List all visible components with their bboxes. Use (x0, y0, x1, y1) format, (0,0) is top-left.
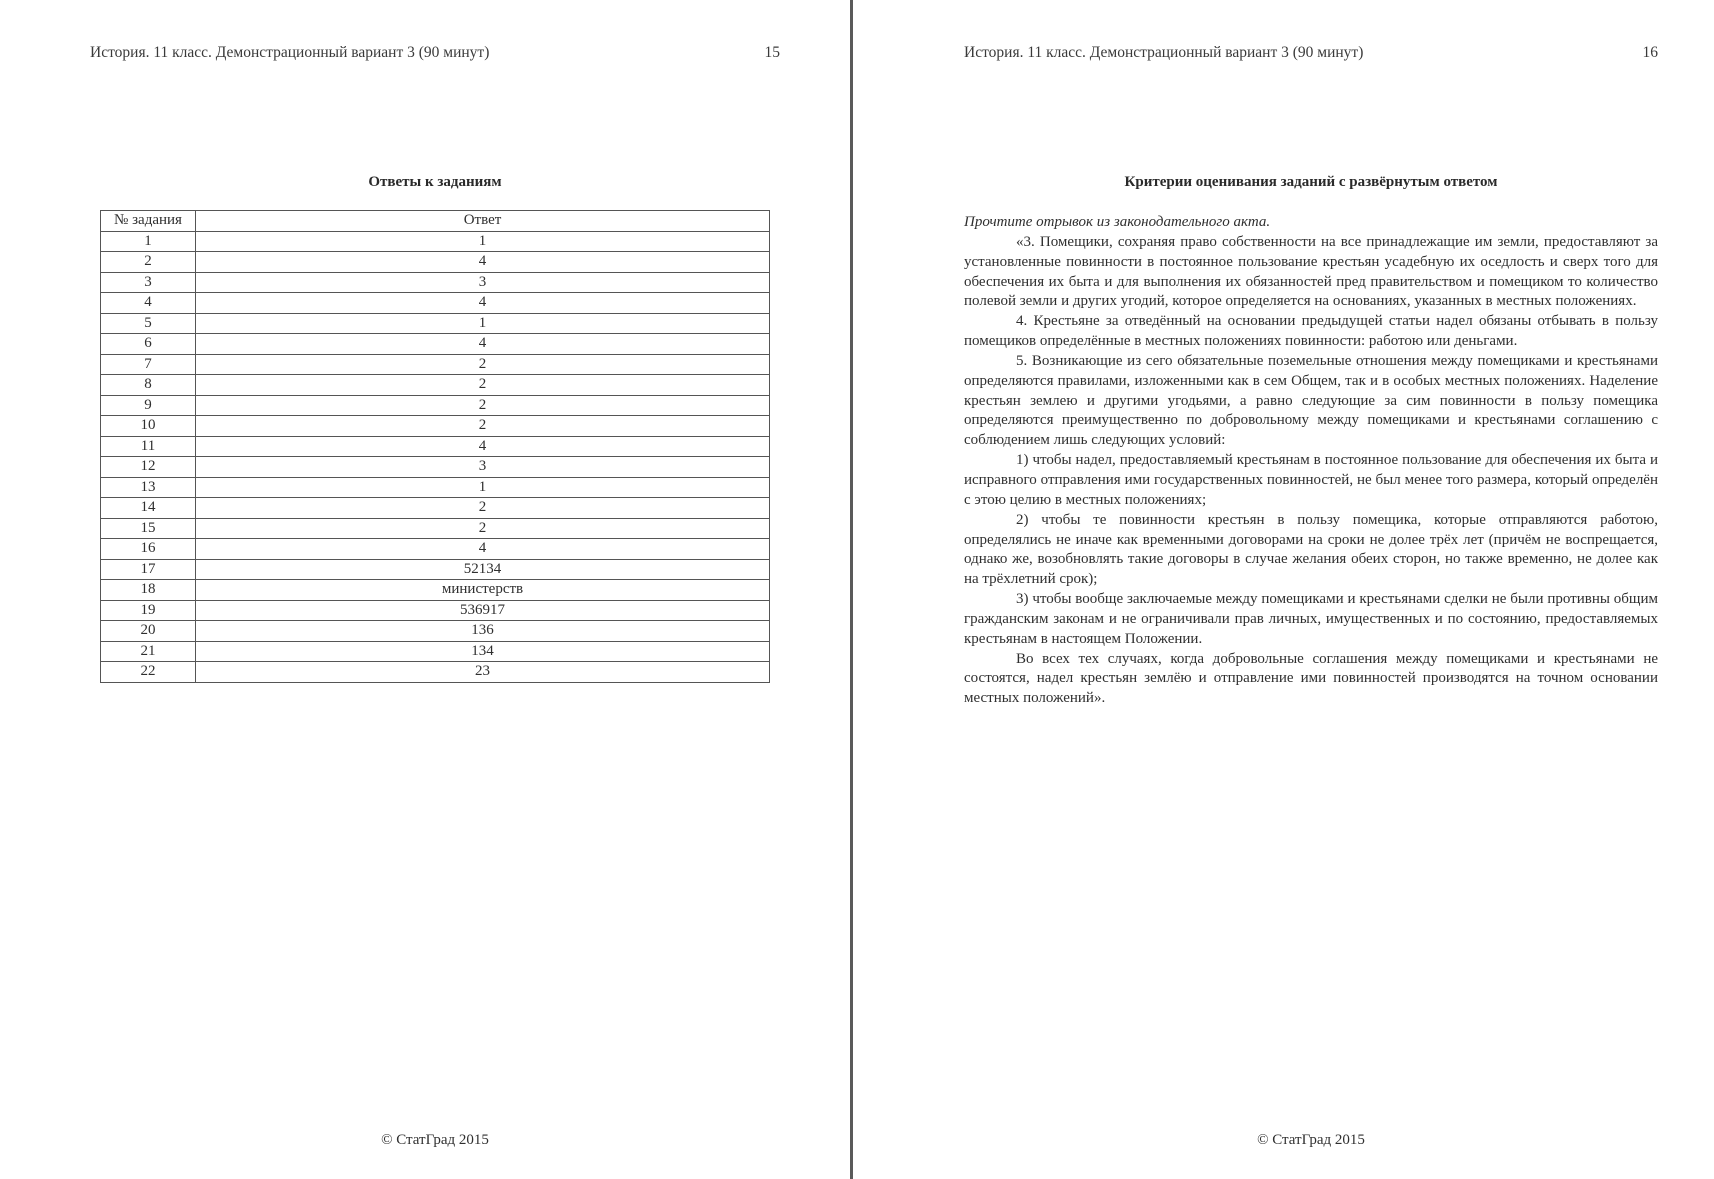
task-number-cell: 7 (101, 354, 196, 375)
table-row (101, 621, 770, 642)
answer-cell: 2 (196, 518, 770, 539)
task-number-cell: 18 (101, 580, 196, 601)
table-row (101, 375, 770, 396)
task-number-cell: 21 (101, 641, 196, 662)
answers-table (100, 210, 770, 683)
left-page (0, 0, 850, 1179)
table-row (101, 477, 770, 498)
task-number-cell: 2 (101, 252, 196, 273)
answer-cell: 2 (196, 375, 770, 396)
task-number-cell: 17 (101, 559, 196, 580)
right-page (853, 0, 1714, 1179)
page-footer: © СтатГрад 2015 (1257, 1132, 1365, 1148)
table-row (101, 662, 770, 683)
task-number-cell: 5 (101, 313, 196, 334)
answer-cell: 2 (196, 354, 770, 375)
task-number-cell: 1 (101, 231, 196, 252)
excerpt-paragraph: Во всех тех случаях, когда добровольные соглашения между помещиками и крестьянами не состоятся, надел крестьян землёю и отправление ими повинностей производятся на точном основании местных положений». (964, 650, 1658, 707)
answer-cell: 536917 (196, 600, 770, 621)
task-number-cell: 15 (101, 518, 196, 539)
task-number-cell: 20 (101, 621, 196, 642)
task-number-cell: 13 (101, 477, 196, 498)
task-number-cell: 16 (101, 539, 196, 560)
task-number-cell: 10 (101, 416, 196, 437)
answer-cell: 134 (196, 641, 770, 662)
table-row (101, 252, 770, 273)
table-row (101, 293, 770, 314)
answer-cell: 3 (196, 272, 770, 293)
answer-cell: 4 (196, 436, 770, 457)
table-row (101, 580, 770, 601)
answer-cell: 2 (196, 395, 770, 416)
answer-cell: 1 (196, 477, 770, 498)
answers-table-body (101, 231, 770, 682)
task-number-cell: 3 (101, 272, 196, 293)
excerpt-intro: Прочтите отрывок из законодательного акта. (964, 214, 1271, 230)
answer-cell: 2 (196, 498, 770, 519)
task-number-cell: 19 (101, 600, 196, 621)
table-header-row (101, 211, 770, 232)
excerpt-paragraph: «3. Помещики, сохраняя право собственности на все принадлежащие им земли, предоставляют за установленные повинности в постоянное пользование крестьян усадебную их оседлость и сверх того для обеспечения их быта и для выполнения их обязанностей пред правительством и помещиком то количество полевой земли и других угодий, которое определяется на основаниях, указанных в местных положениях. (964, 233, 1658, 310)
task-number-cell: 4 (101, 293, 196, 314)
column-header-answer: Ответ (196, 211, 770, 232)
table-row (101, 354, 770, 375)
page-footer: © СтатГрад 2015 (381, 1132, 489, 1148)
excerpt-paragraph: 1) чтобы надел, предоставляемый крестьянам в постоянное пользование для обеспечения их быта и исправного отправления ими государственных повинностей, не был менее того размера, который определён с этою целию в местных положениях; (964, 452, 1658, 508)
answer-cell: 52134 (196, 559, 770, 580)
answer-cell: 4 (196, 293, 770, 314)
answer-cell: 136 (196, 621, 770, 642)
header-title: История. 11 класс. Демонстрационный вариант 3 (90 минут) (90, 44, 490, 61)
task-number-cell: 12 (101, 457, 196, 478)
criteria-title: Критерии оценивания заданий с развёрнутым ответом (1124, 174, 1498, 190)
task-number-cell: 22 (101, 662, 196, 683)
answer-cell: 4 (196, 539, 770, 560)
table-row (101, 539, 770, 560)
answer-cell: 1 (196, 231, 770, 252)
task-number-cell: 14 (101, 498, 196, 519)
column-header-task-number: № задания (101, 211, 196, 232)
table-row (101, 231, 770, 252)
answer-cell: 3 (196, 457, 770, 478)
legislative-excerpt (964, 213, 1658, 709)
answer-cell: 4 (196, 252, 770, 273)
table-row (101, 518, 770, 539)
excerpt-paragraph: 3) чтобы вообще заключаемые между помещиками и крестьянами сделки не были противны общим гражданским законам и не ограничивали прав личных, имущественных и по состоянию, предоставляемых крестьянам в настоящем Положении. (964, 591, 1658, 647)
table-row (101, 272, 770, 293)
excerpt-paragraph: 4. Крестьяне за отведённый на основании предыдущей статьи надел обязаны отбывать в пользу помещиков определённые в местных положениях повинности: работою или деньгами. (964, 313, 1658, 350)
page-number: 16 (1642, 44, 1658, 61)
table-row (101, 457, 770, 478)
answer-cell: 1 (196, 313, 770, 334)
table-row (101, 559, 770, 580)
table-row (101, 416, 770, 437)
task-number-cell: 11 (101, 436, 196, 457)
excerpt-paragraph: 5. Возникающие из сего обязательные поземельные отношения между помещиками и крестьянами определяются правилами, изложенными как в сем Общем, так и в особых местных положениях. Наделение крестьян землею и другими угодьями, а равно следующие за сим повинности в пользу помещика определяются преимущественно по добровольному между помещиками и крестьянами соглашению с соблюдением лишь следующих условий: (964, 352, 1658, 449)
table-row (101, 436, 770, 457)
table-row (101, 641, 770, 662)
table-row (101, 498, 770, 519)
page-number: 15 (764, 44, 780, 61)
table-row (101, 395, 770, 416)
task-number-cell: 9 (101, 395, 196, 416)
table-row (101, 334, 770, 355)
table-row (101, 600, 770, 621)
excerpt-paragraph: 2) чтобы те повинности крестьян в пользу помещика, которые отправляются работою, определялись не иначе как временными договорами на сроки не долее трёх лет (причём не воспрещается, однако же, возобновлять такие договоры в случае желания обеих сторон, но также временно, не долее как на трёхлетний срок); (964, 511, 1658, 588)
answer-cell: 4 (196, 334, 770, 355)
answer-cell: 23 (196, 662, 770, 683)
table-row (101, 313, 770, 334)
answers-title: Ответы к заданиям (368, 174, 502, 190)
task-number-cell: 8 (101, 375, 196, 396)
answer-cell: министерств (196, 580, 770, 601)
header-title: История. 11 класс. Демонстрационный вариант 3 (90 минут) (964, 44, 1364, 61)
answer-cell: 2 (196, 416, 770, 437)
task-number-cell: 6 (101, 334, 196, 355)
